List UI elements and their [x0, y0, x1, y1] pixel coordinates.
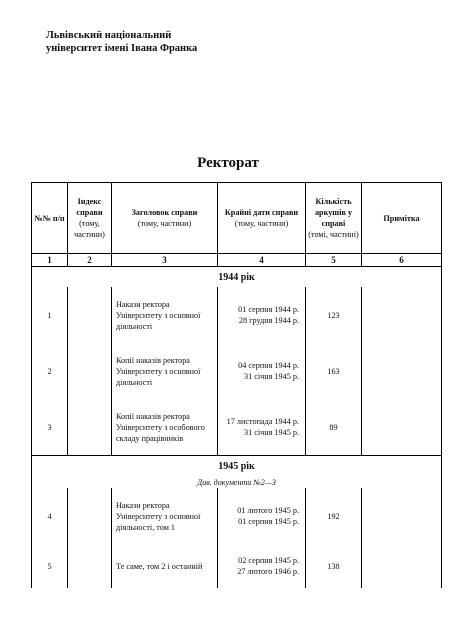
- page-title: Ректорат: [197, 155, 259, 171]
- row-title: Копії наказів ректора Університету з особового складу працівників: [112, 399, 218, 456]
- row-number: 1: [32, 287, 68, 343]
- row-note: [362, 287, 442, 343]
- table-row: [32, 287, 442, 343]
- row-number: 2: [32, 343, 68, 399]
- row-sheet-count: 138: [306, 544, 362, 588]
- column-number: 1: [32, 254, 68, 267]
- column-number: 3: [112, 254, 218, 267]
- row-index: [68, 544, 112, 588]
- table-header-row: [32, 183, 442, 254]
- row-sheet-count: 192: [306, 488, 362, 544]
- cross-reference-note: Див. документи №2—3: [32, 476, 442, 488]
- row-dates: 04 серпня 1944 р. 31 січня 1945 р.: [218, 343, 306, 399]
- row-index: [68, 287, 112, 343]
- row-number: 4: [32, 488, 68, 544]
- year-heading-row: [32, 267, 442, 288]
- row-title: Те саме, том 2 і останній: [112, 544, 218, 588]
- col-header-dates: Крайні дати справи (тому, частини): [218, 183, 306, 254]
- column-number: 2: [68, 254, 112, 267]
- col-header-index: Індекс справи (тому, частини): [68, 183, 112, 254]
- row-number: 3: [32, 399, 68, 456]
- column-number: 5: [306, 254, 362, 267]
- institution-name: [46, 29, 197, 55]
- table-row: [32, 399, 442, 456]
- register-table: [31, 182, 442, 588]
- row-sheet-count: 89: [306, 399, 362, 456]
- cross-reference-row: [32, 476, 442, 488]
- column-number: 6: [362, 254, 442, 267]
- col-header-note: Примітка: [362, 183, 442, 254]
- row-number: 5: [32, 544, 68, 588]
- year-heading: 1945 рік: [32, 456, 442, 477]
- year-heading: 1944 рік: [32, 267, 442, 288]
- column-number: 4: [218, 254, 306, 267]
- row-dates: 01 лютого 1945 р. 01 серпня 1945 р.: [218, 488, 306, 544]
- row-title: Накази ректора Університету з основної діяльності, том 1: [112, 488, 218, 544]
- row-title: Накази ректора Університету з основної діяльності: [112, 287, 218, 343]
- row-dates: 17 листопада 1944 р. 31 січня 1945 р.: [218, 399, 306, 456]
- row-note: [362, 343, 442, 399]
- row-index: [68, 399, 112, 456]
- table-row: [32, 343, 442, 399]
- row-note: [362, 544, 442, 588]
- row-index: [68, 343, 112, 399]
- table-row: [32, 544, 442, 588]
- year-heading-row: [32, 456, 442, 477]
- row-dates: 02 серпня 1945 р. 27 лютого 1946 р.: [218, 544, 306, 588]
- institution-line-1: Львівський національний: [46, 30, 172, 41]
- row-note: [362, 488, 442, 544]
- row-title: Копії наказів ректора Університету з основної діяльності: [112, 343, 218, 399]
- table-row: [32, 488, 442, 544]
- col-header-num: №№ п/п: [32, 183, 68, 254]
- row-dates: 01 серпня 1944 р. 28 грудня 1944 р.: [218, 287, 306, 343]
- row-index: [68, 488, 112, 544]
- row-note: [362, 399, 442, 456]
- institution-line-2: університет імені Івана Франка: [46, 43, 198, 54]
- row-sheet-count: 163: [306, 343, 362, 399]
- row-sheet-count: 123: [306, 287, 362, 343]
- column-number-row: [32, 254, 442, 267]
- col-header-count: Кількість аркушів у справі (томі, частині): [306, 183, 362, 254]
- col-header-title: Заголовок справи (тому, частини): [112, 183, 218, 254]
